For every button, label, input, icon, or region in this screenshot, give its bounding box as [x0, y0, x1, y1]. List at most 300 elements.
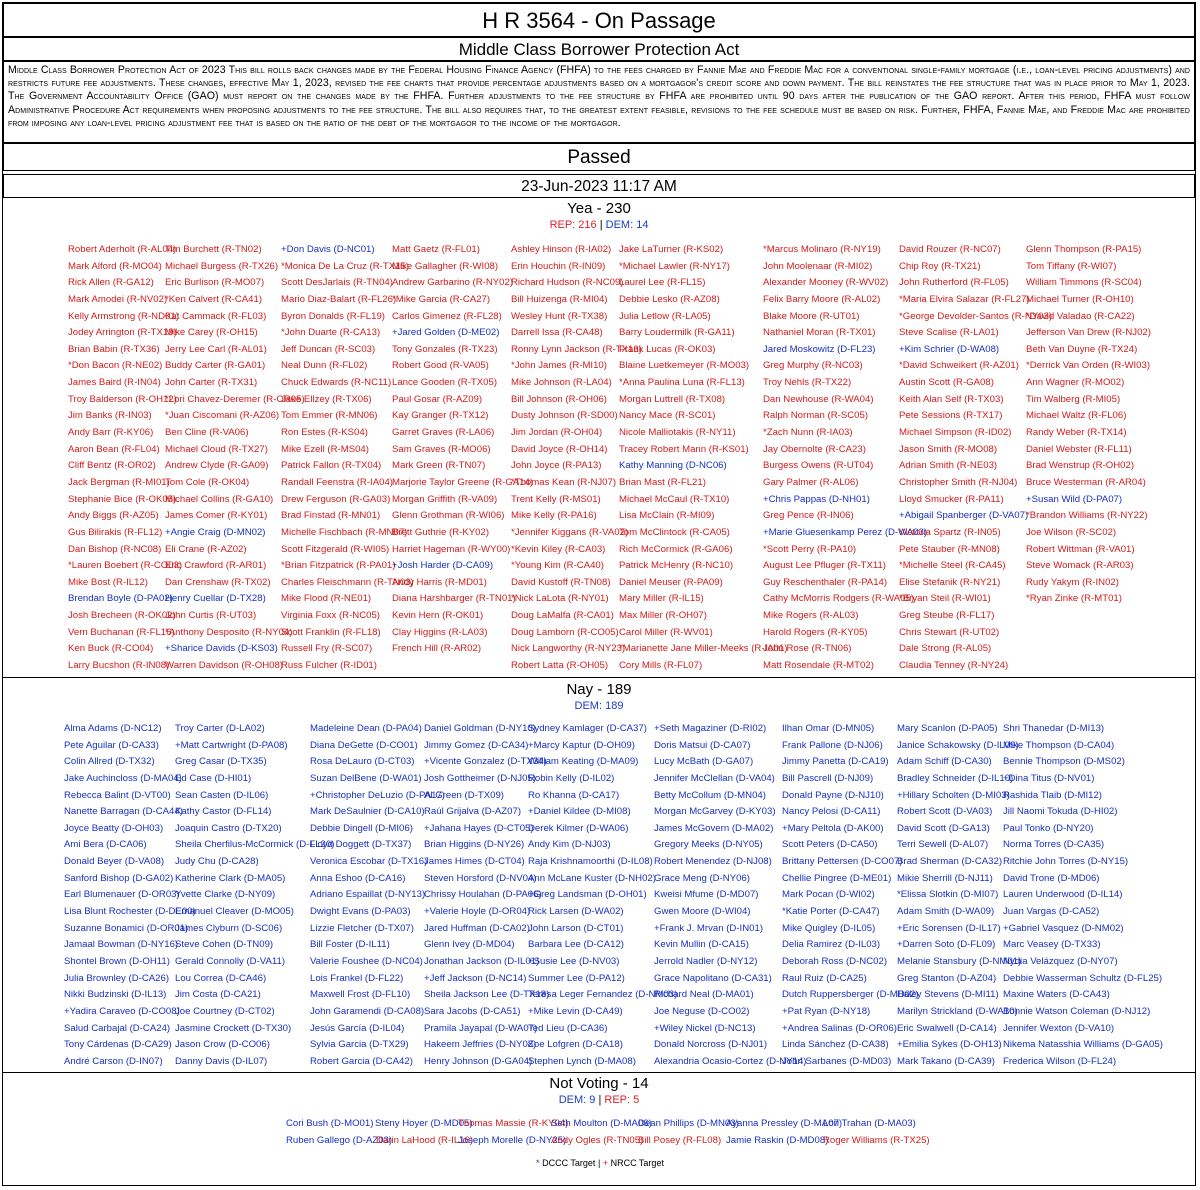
member-name: Larry Bucshon (R-IN08)	[68, 660, 170, 672]
member-name: John Moolenaar (R-MI02)	[763, 260, 873, 272]
nay-header	[3, 681, 1195, 713]
member-column	[1026, 242, 1151, 608]
member-name: Delia Ramirez (D-IL03)	[782, 939, 881, 951]
member-name: Zoe Lofgren (D-CA18)	[528, 1039, 623, 1051]
member-name: *John James (R-MI10)	[511, 360, 607, 372]
member-name: Sanford Bishop (D-GA02)	[64, 872, 174, 884]
member-name: Jared Huffman (D-CA02)	[424, 922, 530, 934]
member-name: Brian Babin (R-TX36)	[68, 343, 160, 355]
member-name: Ashley Hinson (R-IA02)	[511, 244, 612, 255]
member-name: Blaine Luetkemeyer (R-MO03)	[619, 360, 750, 372]
member-name: Debbie Lesko (R-AZ08)	[619, 293, 720, 305]
member-name: Bennie Thompson (D-MS02)	[1003, 756, 1125, 768]
member-name: Kelly Armstrong (R-ND01)	[68, 310, 179, 322]
member-name: Barry Loudermilk (R-GA11)	[619, 327, 735, 339]
member-name: Ben Cline (R-VA06)	[165, 427, 249, 439]
member-name: Jason Smith (R-MO08)	[899, 443, 998, 455]
member-name: Clay Higgins (R-LA03)	[392, 626, 488, 638]
member-name: Kweisi Mfume (D-MD07)	[654, 889, 759, 901]
member-name: André Carson (D-IN07)	[64, 1055, 163, 1067]
member-name: *Katie Porter (D-CA47)	[782, 906, 880, 918]
member-name: Kat Cammack (R-FL03)	[165, 310, 267, 322]
member-name: Tony Gonzales (R-TX23)	[392, 343, 498, 355]
member-name: Julia Brownley (D-CA26)	[64, 972, 170, 984]
member-name: John Curtis (R-UT03)	[165, 610, 257, 622]
member-name: Elise Stefanik (R-NY21)	[899, 576, 1001, 588]
member-name: Eric Swalwell (D-CA14)	[897, 1022, 997, 1034]
member-name: Norma Torres (D-CA35)	[1003, 839, 1105, 851]
member-name: Bill Pascrell (D-NJ09)	[782, 772, 874, 784]
member-name: Rich McCormick (R-GA06)	[619, 543, 733, 555]
member-name: Tracey Robert Mann (R-KS01)	[619, 443, 749, 455]
member-name: Seth Moulton (D-MA06)	[551, 1118, 652, 1129]
member-name: Lou Correa (D-CA46)	[175, 972, 267, 984]
vote-status: Passed	[3, 143, 1195, 171]
member-name: Ken Buck (R-CO04)	[68, 643, 154, 655]
member-name: +Gabriel Vasquez (D-NM02)	[1003, 922, 1124, 934]
member-name: Derek Kilmer (D-WA06)	[528, 822, 629, 834]
member-name: Nancy Pelosi (D-CA11)	[782, 806, 881, 818]
member-name: Valerie Foushee (D-NC04)	[310, 955, 423, 967]
member-name: Max Miller (R-OH07)	[619, 610, 707, 622]
member-name: Shri Thanedar (D-MI13)	[1003, 723, 1105, 734]
member-name: Blake Moore (R-UT01)	[763, 310, 860, 322]
member-name: Gregory Meeks (D-NY05)	[654, 839, 763, 851]
member-name: *Don Bacon (R-NE02)	[68, 360, 163, 372]
member-name: David Rouzer (R-NC07)	[899, 244, 1001, 255]
member-name: Veronica Escobar (D-TX16)	[310, 856, 428, 868]
member-name: Darrell Issa (R-CA48)	[511, 327, 603, 339]
dccc-label: DCCC Target	[542, 1158, 596, 1168]
member-name: Mary Miller (R-IL15)	[619, 593, 704, 605]
member-name: Vern Buchanan (R-FL16)	[68, 626, 175, 638]
member-name: Henry Cuellar (D-TX28)	[165, 593, 266, 605]
member-name: Barbara Lee (D-CA12)	[528, 939, 624, 951]
member-name: Matt Rosendale (R-MT02)	[763, 660, 874, 672]
member-name: Jim Jordan (R-OH04)	[511, 427, 603, 439]
member-name: Kevin Mullin (D-CA15)	[654, 939, 749, 951]
member-name: Chip Roy (R-TX21)	[899, 260, 981, 272]
member-name: +Valerie Hoyle (D-OR04)	[424, 906, 531, 918]
member-name: Troy Balderson (R-OH12)	[68, 393, 177, 405]
member-name: Lance Gooden (R-TX05)	[392, 377, 498, 389]
member-name: Robert Scott (D-VA03)	[897, 806, 993, 818]
member-name: Rudy Yakym (R-IN02)	[1026, 576, 1119, 588]
member-name: James Clyburn (D-SC06)	[175, 922, 283, 934]
member-name: Robert Garcia (D-CA42)	[310, 1055, 413, 1067]
member-name: Ann McLane Kuster (D-NH02)	[528, 872, 656, 884]
member-name: Cathy McMorris Rodgers (R-WA05)	[763, 593, 915, 605]
member-name: Henry Johnson (D-GA04)	[424, 1055, 533, 1067]
member-name: +Mike Levin (D-CA49)	[528, 1005, 623, 1017]
member-name: +Greg Landsman (D-OH01)	[528, 889, 647, 901]
member-name: Diana Harshbarger (R-TN01)	[392, 593, 516, 605]
member-name: Aaron Bean (R-FL04)	[68, 443, 160, 455]
member-name: Jack Bergman (R-MI01)	[68, 476, 170, 488]
member-name: Lloyd Doggett (D-TX37)	[310, 839, 412, 851]
member-name: Lucy McBath (D-GA07)	[654, 756, 754, 768]
member-name: Lisa McClain (R-MI09)	[619, 510, 715, 522]
member-name: Mike Rogers (R-AL03)	[763, 610, 859, 622]
member-name: Yvette Clarke (D-NY09)	[175, 889, 276, 901]
dccc-symbol: *	[536, 1158, 540, 1168]
member-name: Eric Crawford (R-AR01)	[165, 560, 267, 572]
not-voting-header	[3, 1075, 1195, 1107]
member-name: Brendan Boyle (D-PA02)	[68, 593, 173, 605]
member-name: Jamie Raskin (D-MD08)	[726, 1134, 829, 1146]
member-name: Ed Case (D-HI01)	[175, 772, 252, 784]
member-name: Dwight Evans (D-PA03)	[310, 906, 411, 918]
member-name: Jennifer Wexton (D-VA10)	[1003, 1022, 1115, 1034]
member-name: Juan Vargas (D-CA52)	[1003, 906, 1100, 918]
member-name: +Don Davis (D-NC01)	[281, 244, 375, 255]
member-name: Michael Cloud (R-TX27)	[165, 443, 268, 455]
member-name: Burgess Owens (R-UT04)	[763, 460, 874, 472]
member-name: Scott Peters (D-CA50)	[782, 839, 878, 851]
not-voting-separator: |	[598, 1094, 602, 1106]
member-name: Mike Thompson (D-CA04)	[1003, 739, 1115, 751]
member-name: Ralph Norman (R-SC05)	[763, 410, 869, 422]
member-name: Joseph Morelle (D-NY25)	[458, 1134, 567, 1146]
member-name: Scott DesJarlais (R-TN04)	[281, 277, 393, 289]
member-name: +Daniel Kildee (D-MI08)	[528, 806, 631, 818]
member-name: Bill Huizenga (R-MI04)	[511, 293, 608, 305]
legend-separator: |	[597, 1158, 601, 1168]
member-name: Joe Wilson (R-SC02)	[1026, 526, 1117, 538]
member-name: James Comer (R-KY01)	[165, 510, 268, 522]
member-name: French Hill (R-AR02)	[392, 643, 482, 655]
member-name: Michelle Fischbach (R-MN07)	[281, 526, 408, 538]
member-name: Jake Auchincloss (D-MA04)	[64, 772, 182, 784]
member-name: Jay Obernolte (R-CA23)	[763, 443, 866, 455]
nrcc-label: NRCC Target	[610, 1158, 664, 1168]
member-name: *Lauren Boebert (R-CO03)	[68, 560, 183, 572]
member-name: Lizzie Fletcher (D-TX07)	[310, 922, 414, 934]
member-name: Andy Barr (R-KY06)	[68, 427, 154, 439]
member-name: Jimmy Panetta (D-CA19)	[782, 756, 889, 768]
member-name: Lauren Underwood (D-IL14)	[1003, 889, 1123, 901]
member-name: +Yadira Caraveo (D-CO08)	[64, 1005, 180, 1017]
member-name: Ronny Lynn Jackson (R-TX13)	[511, 343, 642, 355]
member-name: Eric Burlison (R-MO07)	[165, 277, 265, 289]
member-name: Maxine Waters (D-CA43)	[1003, 989, 1110, 1001]
member-name: Jim Costa (D-CA21)	[175, 989, 261, 1001]
yea-separator: |	[599, 219, 603, 231]
member-name: Greg Stanton (D-AZ04)	[897, 972, 997, 984]
member-name: Eli Crane (R-AZ02)	[165, 543, 247, 555]
bill-description: Middle Class Borrower Protection Act of 2023 This bill rolls back changes made by the Federal Housing Finance Agency (FHFA) to the fees charged by Fannie Mae and Freddie Mac for a conventional single-family mortgage (i.e., loan-level pricing adjustments) and restricts future fee adjustments. These changes, effective May 1, 2023, revised the fee charts that provide percentage adjustments based on a mortgagor's credit score and down payment. The bill reinstates the fee structure that was in place prior to May 1, 2023. The Government Accountability Office (GAO) must report on the changes made by the FHFA. Further adjustments to the fee structure by FHFA are prohibited until 90 days after the publication of the GAO report. After this period, FHFA must follow Administrative Procedure Act requirements when proposing adjustments to the fee structure. The bill also requires that, to the greatest extent feasible, revisions to the fee schedule must be based on risk. Further, FHFA, Fannie Mae, and Freddie Mac are prohibited from imposing any loan-level pricing adjustment fee that is based on the ratio of the debt of the mortgagor to the income of the mortgagor.	[3, 61, 1195, 143]
member-name: Ann Wagner (R-MO02)	[1026, 377, 1125, 389]
member-name: Robert Wittman (R-VA01)	[1026, 543, 1135, 555]
member-name: Gus Bilirakis (R-FL12)	[68, 526, 163, 538]
member-name: +Wiley Nickel (D-NC13)	[654, 1022, 756, 1034]
member-name: Lois Frankel (D-FL22)	[310, 972, 404, 984]
member-name: Daniel Goldman (D-NY10)	[424, 723, 536, 734]
member-name: *Kevin Kiley (R-CA03)	[511, 543, 606, 555]
member-name: Deborah Ross (D-NC02)	[782, 955, 888, 967]
member-name: Summer Lee (D-PA12)	[528, 972, 625, 984]
member-name: Sean Casten (D-IL06)	[175, 789, 269, 801]
member-name: Alma Adams (D-NC12)	[64, 723, 162, 734]
member-name: +Susie Lee (D-NV03)	[528, 955, 620, 967]
member-name: Kathy Manning (D-NC06)	[619, 460, 727, 472]
member-name: +Marie Gluesenkamp Perez (D-WA03)	[763, 526, 928, 538]
member-name: Adam Smith (D-WA09)	[897, 906, 995, 918]
member-name: Frederica Wilson (D-FL24)	[1003, 1055, 1117, 1067]
member-name: Adrian Smith (R-NE03)	[899, 460, 998, 472]
member-name: Kevin Hern (R-OK01)	[392, 610, 484, 622]
member-name: *Anthony Desposito (R-NY04)	[165, 626, 293, 638]
member-name: Dale Strong (R-AL05)	[899, 643, 992, 655]
member-name: Robert Good (R-VA05)	[392, 360, 489, 372]
member-name: Dan Crenshaw (R-TX02)	[165, 576, 271, 588]
member-name: *Jennifer Kiggans (R-VA02)	[511, 526, 629, 538]
member-name: James Baird (R-IN04)	[68, 377, 161, 389]
member-name: Wesley Hunt (R-TX38)	[511, 310, 608, 322]
member-name: Tim Burchett (R-TN02)	[165, 244, 262, 255]
member-name: Tom McClintock (R-CA05)	[619, 526, 730, 538]
member-name: *Nick LaLota (R-NY01)	[511, 593, 609, 605]
member-name: Ruben Gallego (D-AZ03)	[286, 1134, 393, 1146]
member-name: Mark Alford (R-MO04)	[68, 260, 162, 272]
member-name: James Himes (D-CT04)	[424, 856, 525, 868]
member-name: Greg Pence (R-IN06)	[763, 510, 854, 522]
member-name: Robert Menendez (D-NJ08)	[654, 856, 772, 868]
member-name: Al Green (D-TX09)	[424, 789, 504, 801]
member-name: Mark DeSaulnier (D-CA10)	[310, 806, 425, 818]
member-name: *Marianette Jane Miller-Meeks (R-IA01)	[619, 643, 788, 655]
member-name: Tim Walberg (R-MI05)	[1026, 393, 1121, 405]
member-name: Brian Higgins (D-NY26)	[424, 839, 525, 851]
member-name: *Ryan Zinke (R-MT01)	[1026, 593, 1122, 605]
member-name: +Pat Ryan (D-NY18)	[782, 1005, 871, 1017]
not-voting-rep-count: REP: 5	[604, 1094, 640, 1106]
member-name: *Derrick Van Orden (R-WI03)	[1026, 360, 1151, 372]
member-name: Troy Nehls (R-TX22)	[763, 377, 852, 389]
member-name: Jeff Duncan (R-SC03)	[281, 343, 376, 355]
member-name: +Marcy Kaptur (D-OH09)	[528, 739, 635, 751]
member-name: Keith Alan Self (R-TX03)	[899, 393, 1004, 405]
member-name: Ritchie John Torres (D-NY15)	[1003, 856, 1129, 868]
member-name: +Christopher DeLuzio (D-PA17)	[310, 789, 445, 801]
member-name: Mike Kelly (R-PA16)	[511, 510, 597, 522]
member-name: Bill Foster (D-IL11)	[310, 939, 390, 951]
member-name: Bruce Westerman (R-AR04)	[1026, 476, 1146, 488]
member-name: Scott Fitzgerald (R-WI05)	[281, 543, 390, 555]
member-name: +Seth Magaziner (D-RI02)	[654, 723, 767, 734]
member-name: Joe Neguse (D-CO02)	[654, 1005, 750, 1017]
member-name: Adam Schiff (D-CA30)	[897, 756, 992, 768]
member-name: Dean Phillips (D-MN03)	[638, 1118, 739, 1129]
member-name: +Darren Soto (D-FL09)	[897, 939, 996, 951]
member-name: Jake LaTurner (R-KS02)	[619, 244, 724, 255]
member-name: *Maria Elvira Salazar (R-FL27)	[899, 293, 1030, 305]
member-name: Janice Schakowsky (D-IL09)	[897, 739, 1019, 751]
member-name: Diana DeGette (D-CO01)	[310, 739, 418, 751]
member-name: *Marcus Molinaro (R-NY19)	[763, 244, 881, 255]
member-name: Morgan McGarvey (D-KY03)	[654, 806, 776, 818]
member-name: Nick Langworthy (R-NY23)	[511, 643, 626, 655]
member-name: Michael Turner (R-OH10)	[1026, 293, 1134, 305]
member-name: Brad Sherman (D-CA32)	[897, 856, 1003, 868]
member-name: Garret Graves (R-LA06)	[392, 427, 495, 439]
member-name: Jerry Lee Carl (R-AL01)	[165, 343, 267, 355]
member-name: Pete Sessions (R-TX17)	[899, 410, 1003, 422]
member-name: August Lee Pfluger (R-TX11)	[763, 560, 886, 572]
member-name: Chellie Pingree (D-ME01)	[782, 872, 892, 884]
member-name: Mikie Sherrill (D-NJ11)	[897, 872, 993, 884]
member-name: Virginia Foxx (R-NC05)	[281, 610, 380, 622]
member-name: Jodey Arrington (R-TX19)	[68, 327, 177, 339]
member-name: +Kim Schrier (D-WA08)	[899, 343, 1000, 355]
member-name: Donald Beyer (D-VA08)	[64, 856, 165, 868]
member-name: Harriet Hageman (R-WY00)	[392, 543, 511, 555]
member-name: +Susan Wild (D-PA07)	[1026, 493, 1123, 505]
member-name: Gerald Connolly (D-VA11)	[175, 955, 286, 967]
member-name: Andy Harris (R-MD01)	[392, 576, 487, 588]
member-name: Greg Casar (D-TX35)	[175, 756, 267, 768]
member-name: Paul Gosar (R-AZ09)	[392, 393, 483, 405]
member-name: *Zach Nunn (R-IA03)	[763, 427, 853, 439]
member-name: +Angie Craig (D-MN02)	[165, 526, 266, 538]
member-name: Debbie Wasserman Schultz (D-FL25)	[1003, 972, 1163, 984]
member-name: Teresa Leger Fernandez (D-NM03)	[528, 989, 678, 1001]
member-name: *George Devolder-Santos (R-NY03)	[899, 310, 1053, 322]
member-name: Glenn Grothman (R-WI06)	[392, 510, 505, 522]
member-name: Jennifer McClellan (D-VA04)	[654, 772, 775, 784]
member-name: Raja Krishnamoorthi (D-IL08)	[528, 856, 653, 868]
member-name: James McGovern (D-MA02)	[654, 822, 774, 834]
member-name: Gwen Moore (D-WI04)	[654, 906, 751, 918]
member-name: Robert Aderholt (R-AL04)	[68, 244, 177, 255]
member-name: Cory Mills (R-FL07)	[619, 660, 703, 672]
member-name: Sam Graves (R-MO06)	[392, 443, 491, 455]
member-name: Scott Franklin (R-FL18)	[281, 626, 381, 638]
member-name: Michael Collins (R-GA10)	[165, 493, 274, 505]
member-name: *Lori Chavez-Deremer (R-OR05)	[165, 393, 305, 405]
member-name: Jared Moskowitz (D-FL23)	[763, 343, 876, 355]
member-name: Marilyn Strickland (D-WA10)	[897, 1005, 1018, 1017]
member-name: *Juan Ciscomani (R-AZ06)	[165, 410, 280, 422]
member-name: +Andrea Salinas (D-OR06)	[782, 1022, 897, 1034]
member-name: Sheila Cherfilus-McCormick (D-FL20)	[175, 839, 335, 851]
member-name: John Sarbanes (D-MD03)	[782, 1055, 892, 1067]
member-name: *Anna Paulina Luna (R-FL13)	[619, 377, 745, 389]
member-name: Ayanna Pressley (D-MA07)	[726, 1118, 843, 1129]
member-name: Julia Letlow (R-LA05)	[619, 310, 711, 322]
not-voting-title: Not Voting - 14	[549, 1075, 649, 1092]
member-name: Grace Meng (D-NY06)	[654, 872, 750, 884]
member-name: Shontel Brown (D-OH11)	[64, 955, 170, 967]
nrcc-symbol: +	[602, 1158, 609, 1168]
member-name: Ami Bera (D-CA06)	[64, 839, 147, 851]
member-name: *Bryan Steil (R-WI01)	[899, 593, 991, 605]
member-name: Nancy Mace (R-SC01)	[619, 410, 716, 422]
member-name: +Hillary Scholten (D-MI03)	[897, 789, 1010, 801]
member-name: Jonathan Jackson (D-IL01)	[424, 955, 540, 967]
member-name: Patrick Fallon (R-TX04)	[281, 460, 382, 472]
member-name: Christopher Smith (R-NJ04)	[899, 476, 1018, 488]
member-name: Richard Hudson (R-NC09)	[511, 277, 624, 289]
member-name: +Eric Sorensen (D-IL17)	[897, 922, 1001, 934]
member-name: Kathy Castor (D-FL14)	[175, 806, 272, 818]
member-name: Trent Kelly (R-MS01)	[511, 493, 601, 505]
legend	[0, 1158, 1200, 1168]
member-name: Charles Fleischmann (R-TN03)	[281, 576, 414, 588]
member-name: Brittany Pettersen (D-CO07)	[782, 856, 903, 868]
member-name: Kay Granger (R-TX12)	[392, 410, 489, 422]
member-name: Bill Posey (R-FL08)	[638, 1134, 722, 1146]
member-name: David Joyce (R-OH14)	[511, 443, 608, 455]
member-name: *David Schweikert (R-AZ01)	[899, 360, 1019, 372]
member-name: Adriano Espaillat (D-NY13)	[310, 889, 426, 901]
member-name: John Rutherford (R-FL05)	[899, 277, 1009, 289]
member-name: Michael Burgess (R-TX26)	[165, 260, 279, 272]
member-name: Morgan Griffith (R-VA09)	[392, 493, 498, 505]
member-name: Dutch Ruppersberger (D-MD02)	[782, 989, 919, 1001]
member-name: +Jeff Jackson (D-NC14)	[424, 972, 527, 984]
member-name: Steve Cohen (D-TN09)	[175, 939, 274, 951]
member-name: Andy Kim (D-NJ03)	[528, 839, 611, 851]
member-name: Maxwell Frost (D-FL10)	[310, 989, 411, 1001]
member-name: Steve Scalise (R-LA01)	[899, 327, 999, 339]
member-name: Chris Stewart (R-UT02)	[899, 626, 1000, 638]
member-name: Debbie Dingell (D-MI06)	[310, 822, 413, 834]
member-name: Mary Scanlon (D-PA05)	[897, 723, 998, 734]
member-name: Jefferson Van Drew (R-NJ02)	[1026, 327, 1151, 339]
page-title: H R 3564 - On Passage	[3, 3, 1195, 37]
member-name: Michael Waltz (R-FL06)	[1026, 410, 1127, 422]
member-name: Marjorie Taylor Greene (R-GA14)	[392, 476, 534, 488]
member-name: Jimmy Gomez (D-CA34)	[424, 739, 529, 751]
member-name: Mike Bost (R-IL12)	[68, 576, 148, 588]
member-name: Rick Larsen (D-WA02)	[528, 906, 624, 918]
member-name: Dan Newhouse (R-WA04)	[763, 393, 874, 405]
member-name: Thomas Massie (R-KY04)	[458, 1118, 569, 1129]
member-name: +Matt Cartwright (D-PA08)	[175, 739, 288, 751]
member-name: Haley Stevens (D-MI11)	[897, 989, 999, 1001]
member-name: Grace Napolitano (D-CA31)	[654, 972, 772, 984]
member-name: Raul Ruiz (D-CA25)	[782, 972, 867, 984]
member-name: Jamaal Bowman (D-NY16)	[64, 939, 179, 951]
member-name: Frank Lucas (R-OK03)	[619, 343, 716, 355]
member-name: +Dina Titus (D-NV01)	[1003, 772, 1095, 784]
member-name: Frank Pallone (D-NJ06)	[782, 739, 883, 751]
member-name: Nathaniel Moran (R-TX01)	[763, 327, 876, 339]
member-name: Colin Allred (D-TX32)	[64, 756, 155, 768]
member-name: Michael Simpson (R-ID02)	[899, 427, 1012, 439]
yea-dem-count: DEM: 14	[605, 219, 649, 231]
member-name: Tom Emmer (R-MN06)	[281, 410, 378, 422]
member-name: +Jared Golden (D-ME02)	[392, 327, 500, 339]
member-name: Pete Aguilar (D-CA33)	[64, 739, 159, 751]
member-name: Paul Tonko (D-NY20)	[1003, 822, 1094, 834]
member-name: *Young Kim (R-CA40)	[511, 560, 604, 572]
member-name: *Brian Fitzpatrick (R-PA01)	[281, 560, 396, 572]
member-name: Gary Palmer (R-AL06)	[763, 476, 859, 488]
member-name: Jim Banks (R-IN03)	[68, 410, 152, 422]
member-name: David Kustoff (R-TN08)	[511, 576, 611, 588]
not-voting-party-breakdown	[3, 1093, 1195, 1107]
member-name: *Thomas Kean (R-NJ07)	[511, 476, 617, 488]
member-name: Mike Carey (R-OH15)	[165, 327, 258, 339]
member-name: Raúl Grijalva (D-AZ07)	[424, 806, 522, 818]
member-name: Stephanie Bice (R-OK05)	[68, 493, 177, 505]
member-name: Josh Gottheimer (D-NJ05)	[424, 772, 536, 784]
member-name: Russell Fry (R-SC07)	[281, 643, 373, 655]
member-name: Robin Kelly (D-IL02)	[528, 772, 615, 784]
member-name: Buddy Carter (R-GA01)	[165, 360, 266, 372]
